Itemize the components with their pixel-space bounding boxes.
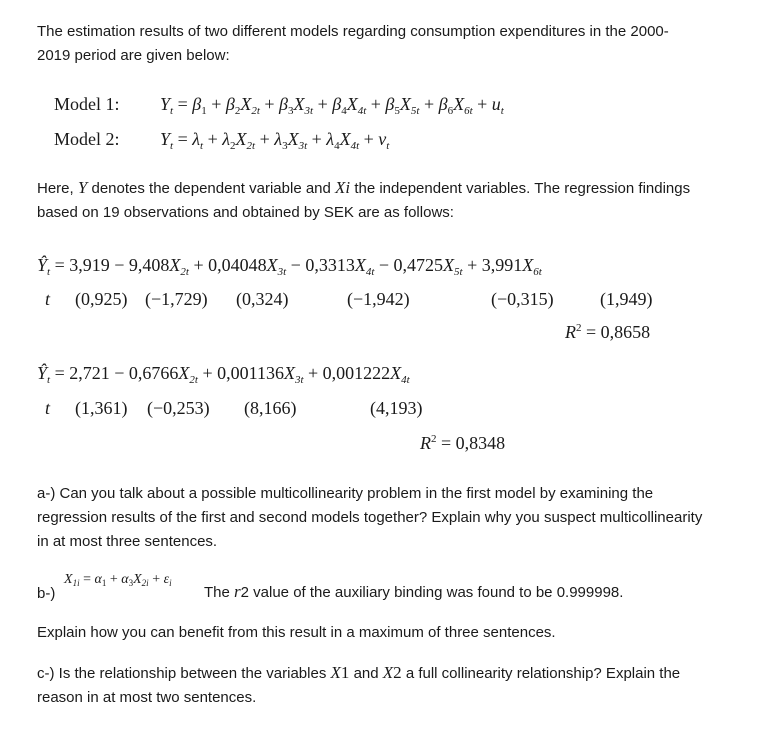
intro-line-2: 2019 period are given below: [37,47,230,64]
regression-1-t-value: (0,324) [236,289,289,309]
regression-2-t-value: (4,193) [370,398,423,418]
regression-2-t-label: t [45,398,51,418]
question-a-line-3: in at most three sentences. [37,533,218,550]
regression-1-r-squared: $R^2 = 0,8658$ [565,322,651,342]
regression-2-equation: $Ŷ_t = 2,721 - 0,6766X_{2t} + 0,001136X_{3t} + 0,001222X_{4t}$ [37,363,410,386]
description-paragraph [37,176,747,225]
intro-line-1: The estimation results of two different models regarding consumption expenditures in the 2000- [37,23,669,40]
question-c [37,661,747,710]
regression-1-equation: $Ŷ_t = 3,919 - 9,408X_{2t} + 0,04048X_{3t} - 0,3313X_{4t} - 0,4725X_{5t} + 3,991X_{6t}$ [37,255,542,278]
question-b-label: b-) [37,585,56,602]
description-line-1: Here, Y denotes the dependent variable and Xi the independent variables. The regression findings [37,178,691,197]
question-c-line-2: reason in at most two sentences. [37,689,257,706]
question-c-line-1: c-) Is the relationship between the variables X1 and X2 a full collinearity relationship? Explain the [37,663,681,682]
regression-1-t-value: (−1,729) [145,289,208,309]
regression-1-t-value: (0,925) [75,289,128,309]
regression-2-t-value: (8,166) [244,398,297,418]
regression-2-t-value: (−0,253) [147,398,210,418]
question-a [37,482,747,554]
regression-2-r-squared: $R^2 = 0,8348$ [420,433,506,453]
regression-1-t-value: (1,949) [600,289,653,309]
model-2-label: Model 2: [54,129,120,149]
question-a-line-2: regression results of the first and second models together? Explain why you suspect multicollinearity [37,509,703,526]
question-b-text: The r2 value of the auxiliary binding was found to be 0.999998. [204,582,624,601]
regression-1-t-label: t [45,289,51,309]
regression-2-t-value: (1,361) [75,398,128,418]
auxiliary-regression-equation: $X_{1i} = \alpha_1 + \alpha_3X_{2i} + \varepsilon_i$ [64,572,172,588]
model-1-label: Model 1: [54,94,120,114]
intro-paragraph [37,20,747,68]
model-2-equation: $Y_t = \lambda_t + \lambda_2X_{2t} + \lambda_3X_{3t} + \lambda_4X_{4t} + v_t$ [160,129,390,152]
question-a-line-1: a-) Can you talk about a possible multicollinearity problem in the first model by examining the [37,485,654,502]
regression-1-t-value: (−0,315) [491,289,554,309]
description-line-2: based on 19 observations and obtained by SEK are as follows: [37,204,454,221]
regression-1-t-value: (−1,942) [347,289,410,309]
question-b-line-2: Explain how you can benefit from this result in a maximum of three sentences. [37,624,556,641]
model-1-equation: $Y_t = \beta_1 + \beta_2X_{2t} + \beta_3X_{3t} + \beta_4X_{4t} + \beta_5X_{5t} + \beta_6X_{6t} + u_t$ [160,94,504,117]
